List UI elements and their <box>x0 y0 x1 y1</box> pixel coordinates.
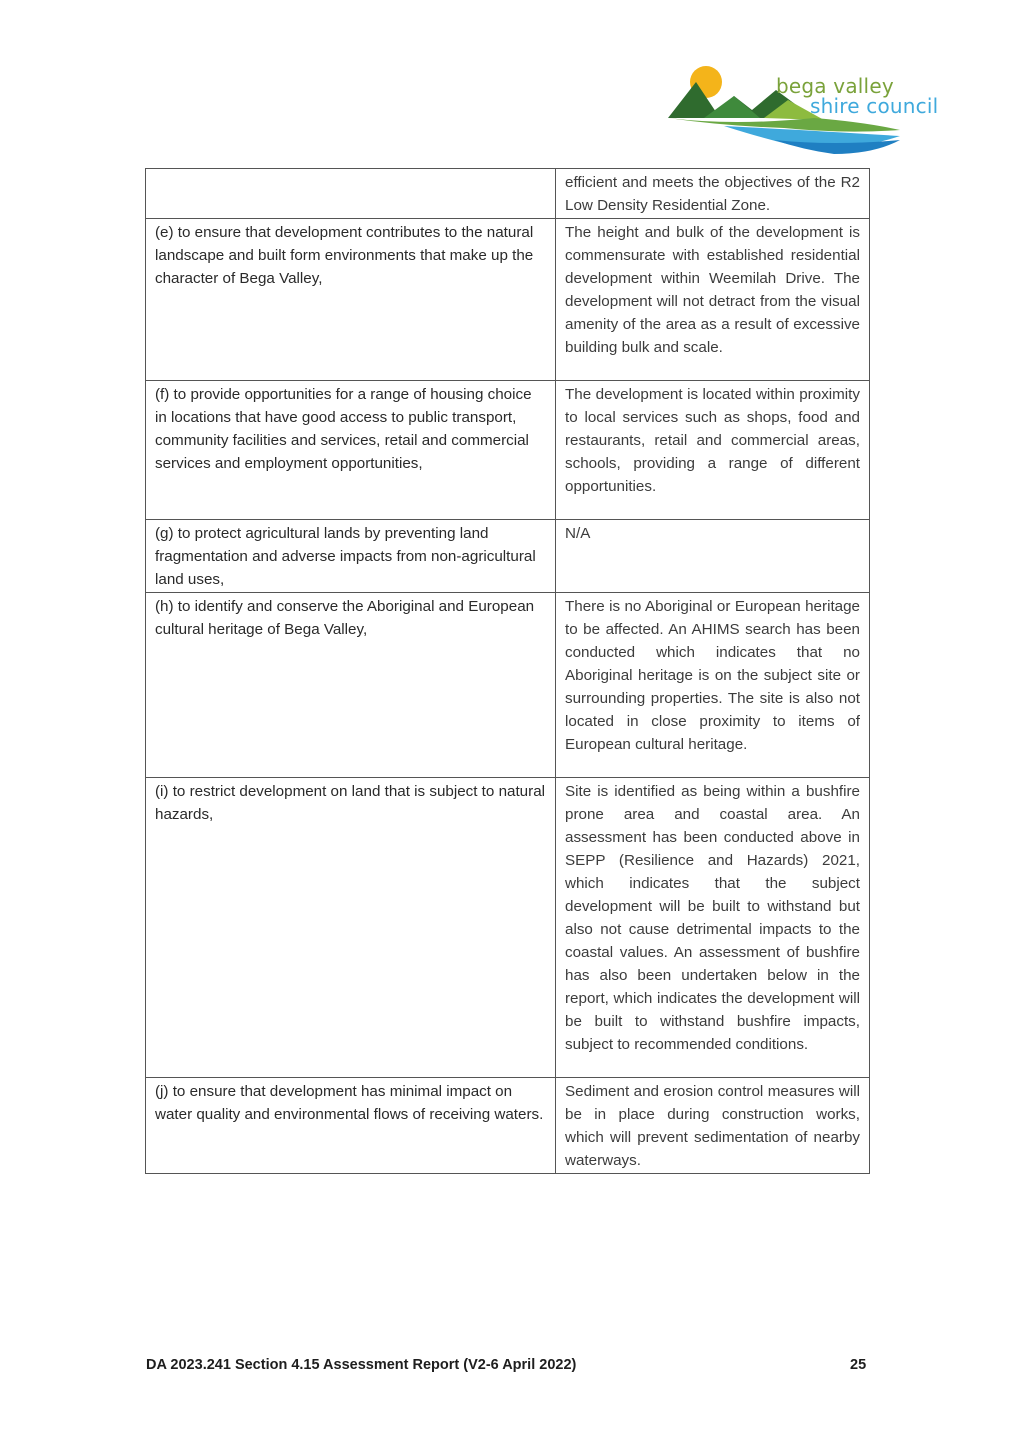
table-row <box>146 1078 870 1174</box>
response-cell: Sediment and erosion control measures will be in place during construction works, which will prevent sedimentation of nearby waterways. <box>556 1078 870 1174</box>
response-cell: efficient and meets the objectives of the R2 Low Density Residential Zone. <box>556 169 870 219</box>
council-logo <box>664 60 944 156</box>
objective-cell: (f) to provide opportunities for a range of housing choice in locations that have good access to public transport, community facilities and services, retail and commercial services and employment opportunities, <box>146 381 556 520</box>
response-cell: N/A <box>556 520 870 593</box>
logo-text-line2: shire council <box>810 94 939 118</box>
response-cell: The development is located within proximity to local services such as shops, food and restaurants, retail and commercial areas, schools, providing a range of different opportunities. <box>556 381 870 520</box>
footer-page-number: 25 <box>850 1357 867 1373</box>
objective-cell: (g) to protect agricultural lands by preventing land fragmentation and adverse impacts from non-agricultural land uses, <box>146 520 556 593</box>
table-row <box>146 169 870 219</box>
response-cell: Site is identified as being within a bushfire prone area and coastal area. An assessment has been conducted above in SEPP (Resilience and Hazards) 2021, which indicates that the subject development will be built to withstand but also not cause detrimental impacts to the coastal values. An assessment of bushfire has also been undertaken below in the report, which indicates the development will be built to withstand bushfire impacts, subject to recommended conditions. <box>556 778 870 1078</box>
objective-cell <box>146 169 556 219</box>
objectives-table <box>145 168 870 1174</box>
footer-report-title: DA 2023.241 Section 4.15 Assessment Report (V2-6 April 2022) <box>146 1357 577 1373</box>
response-cell: The height and bulk of the development is commensurate with established residential development within Weemilah Drive. The development will not detract from the visual amenity of the area as a result of excessive building bulk and scale. <box>556 219 870 381</box>
objective-cell: (e) to ensure that development contributes to the natural landscape and built form environments that make up the character of Bega Valley, <box>146 219 556 381</box>
response-cell: There is no Aboriginal or European heritage to be affected. An AHIMS search has been conducted which indicates that no Aboriginal heritage is on the subject site or surrounding properties. The site is also not located in close proximity to items of European cultural heritage. <box>556 593 870 778</box>
objective-cell: (h) to identify and conserve the Aboriginal and European cultural heritage of Bega Valley, <box>146 593 556 778</box>
table-row <box>146 593 870 778</box>
table-row <box>146 778 870 1078</box>
table-row <box>146 381 870 520</box>
objective-cell: (j) to ensure that development has minimal impact on water quality and environmental flows of receiving waters. <box>146 1078 556 1174</box>
logo-text-line1: bega valley <box>776 74 894 98</box>
table-row <box>146 219 870 381</box>
objective-cell: (i) to restrict development on land that is subject to natural hazards, <box>146 778 556 1078</box>
table-row <box>146 520 870 593</box>
